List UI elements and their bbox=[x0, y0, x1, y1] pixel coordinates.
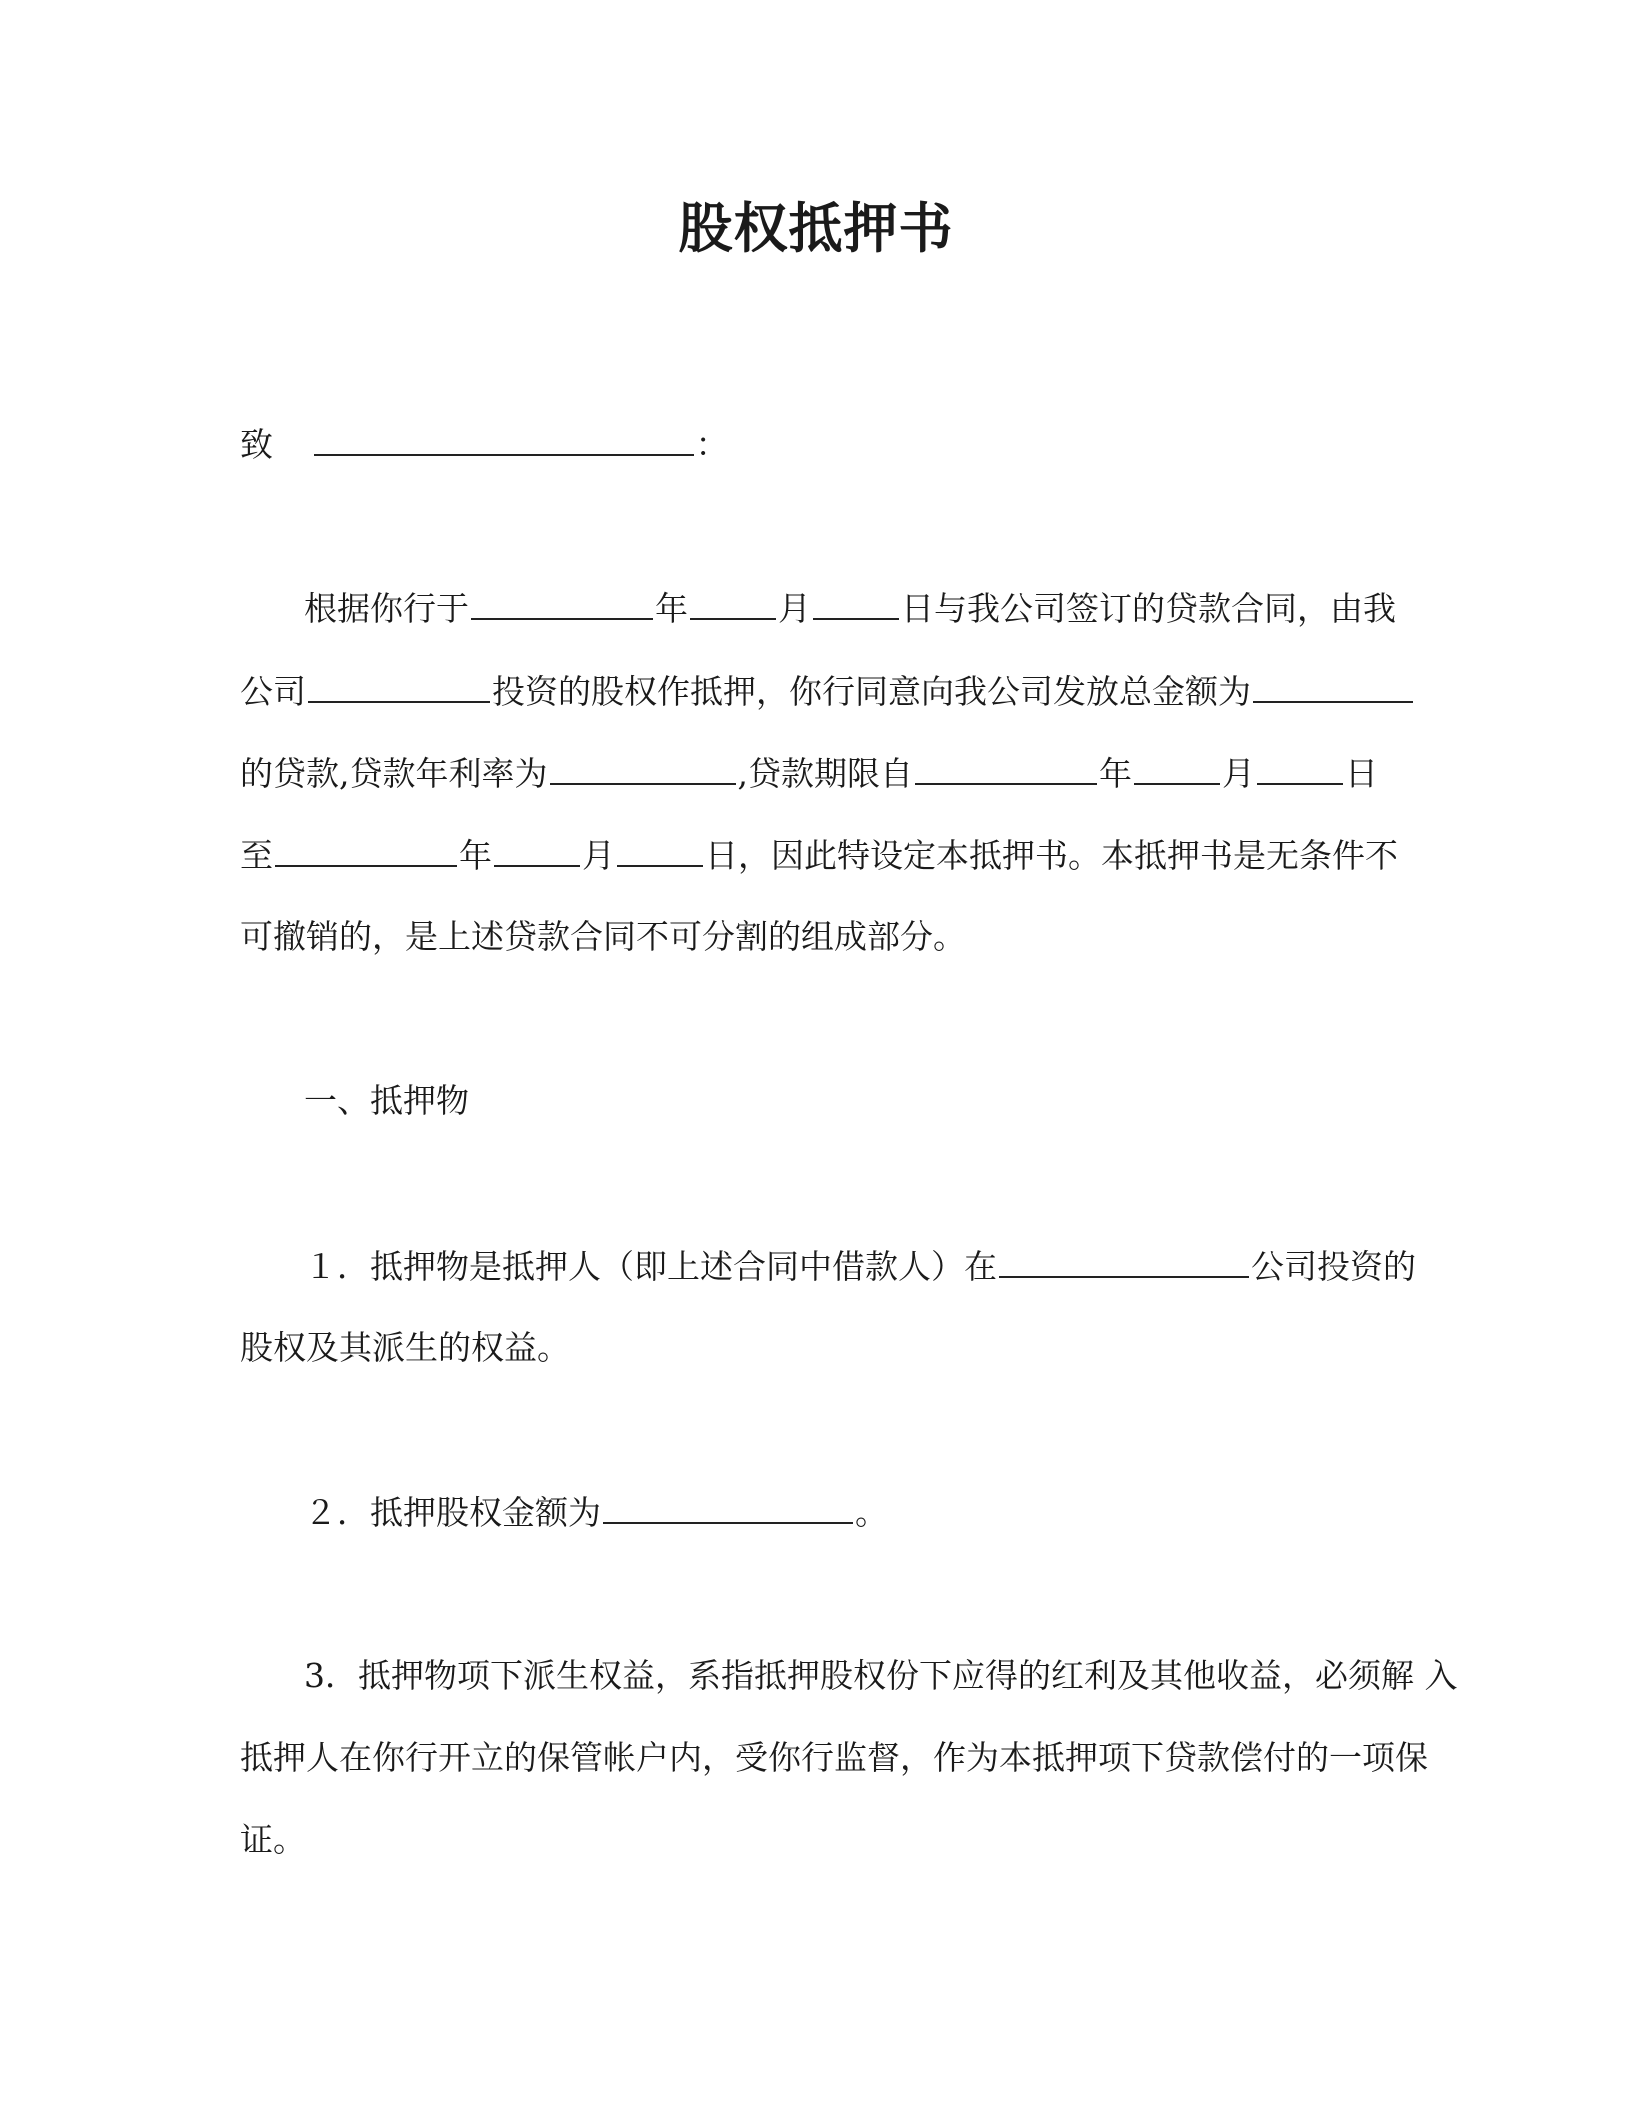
loan-amount-blank[interactable] bbox=[1253, 671, 1413, 703]
intro-text: 年 bbox=[655, 589, 688, 628]
intro-line-4 bbox=[240, 835, 1398, 876]
intro-text: 可撤销的，是上述贷款合同不可分割的组成部分。 bbox=[240, 917, 966, 956]
item-1-line-1 bbox=[304, 1246, 1416, 1287]
item-1-line-2: 股权及其派生的权益。 bbox=[240, 1328, 570, 1367]
item-text: 公司投资的 bbox=[1251, 1247, 1416, 1286]
intro-line-5 bbox=[240, 917, 966, 957]
intro-text: 公司 bbox=[240, 672, 306, 711]
intro-text: 月 bbox=[1222, 754, 1255, 793]
addressee-line bbox=[240, 424, 729, 465]
intro-text: 投资的股权作抵押，你行同意向我公司发放总金额为 bbox=[492, 672, 1251, 711]
intro-text: 日与我公司签订的贷款合同，由我 bbox=[901, 589, 1396, 628]
addressee-suffix: ： bbox=[695, 425, 729, 464]
contract-day-blank[interactable] bbox=[813, 588, 899, 620]
contract-month-blank[interactable] bbox=[690, 588, 776, 620]
item-3-line-2: 抵押人在你行开立的保管帐户内，受你行监督，作为本抵押项下贷款偿付的一项保 bbox=[240, 1738, 1428, 1777]
contract-year-blank[interactable] bbox=[471, 588, 653, 620]
intro-text: 月 bbox=[778, 589, 811, 628]
item-text: ２．抵押股权金额为 bbox=[304, 1493, 601, 1532]
intro-text: 根据你行于 bbox=[304, 589, 469, 628]
intro-text: 至 bbox=[240, 836, 273, 875]
intro-text: 日 bbox=[1345, 754, 1378, 793]
intro-line-2 bbox=[240, 671, 1415, 712]
intro-text: 年 bbox=[1099, 754, 1132, 793]
addressee-prefix: 致 bbox=[240, 425, 273, 464]
start-year-blank[interactable] bbox=[915, 753, 1097, 785]
end-month-blank[interactable] bbox=[494, 835, 580, 867]
intro-line-1 bbox=[304, 588, 1396, 629]
item-3-line-3: 证。 bbox=[240, 1820, 306, 1859]
company-blank[interactable] bbox=[308, 671, 490, 703]
section-heading: 一、抵押物 bbox=[304, 1081, 469, 1120]
document-title: 股权抵押书 bbox=[678, 197, 954, 260]
item-2-line bbox=[304, 1492, 888, 1533]
intro-text: 年 bbox=[459, 836, 492, 875]
start-month-blank[interactable] bbox=[1134, 753, 1220, 785]
interest-rate-blank[interactable] bbox=[550, 753, 736, 785]
end-year-blank[interactable] bbox=[275, 835, 457, 867]
end-day-blank[interactable] bbox=[617, 835, 703, 867]
intro-text: 月 bbox=[582, 836, 615, 875]
addressee-blank[interactable] bbox=[314, 424, 694, 456]
intro-text: 日，因此特设定本抵押书。本抵押书是无条件不 bbox=[705, 836, 1398, 875]
item-3-line-1: 3．抵押物项下派生权益，系指抵押股权份下应得的红利及其他收益，必须解 入 bbox=[304, 1656, 1458, 1695]
invested-company-blank[interactable] bbox=[999, 1246, 1249, 1278]
intro-text: 的贷款,贷款年利率为 bbox=[240, 754, 548, 793]
intro-text: ,贷款期限自 bbox=[737, 754, 913, 793]
intro-line-3 bbox=[240, 753, 1378, 794]
start-day-blank[interactable] bbox=[1257, 753, 1343, 785]
pledged-equity-amount-blank[interactable] bbox=[603, 1492, 853, 1524]
item-text: 。 bbox=[855, 1493, 888, 1532]
item-text: １．抵押物是抵押人（即上述合同中借款人）在 bbox=[304, 1247, 997, 1286]
